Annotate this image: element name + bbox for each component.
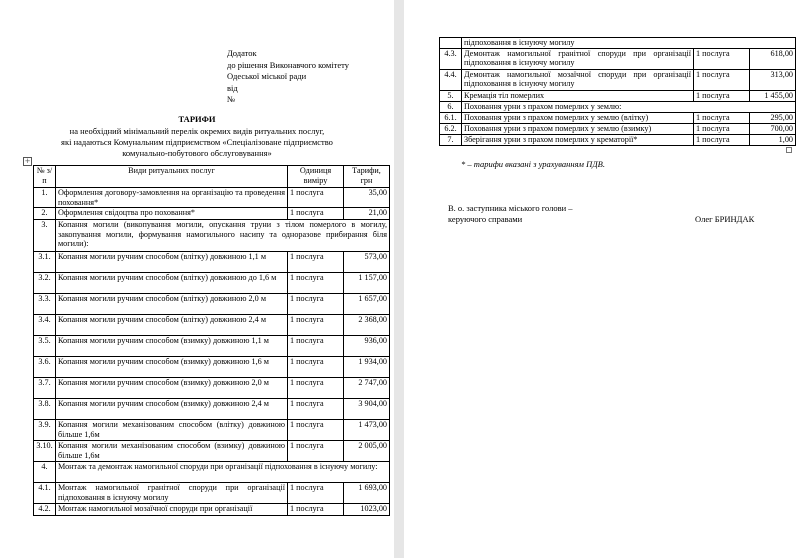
- cell-num: 3.1.: [34, 252, 56, 273]
- cell-unit: 1 послуга: [288, 441, 344, 462]
- table-row: [440, 69, 796, 90]
- title-subline-3: комунально-побутового обслуговування»: [122, 148, 272, 158]
- cell-num: 3.2.: [34, 273, 56, 294]
- cell-num: 6.: [440, 101, 462, 112]
- cell-tariff: 1 157,00: [344, 273, 390, 294]
- cell-service: Демонтаж намогильної мозаїчної споруди при організації підпоховання в існуючу могилу: [462, 69, 694, 90]
- cell-service: Копання могили ручним способом (влітку) довжиною 1,1 м: [56, 252, 288, 273]
- table-row: [34, 399, 390, 420]
- table-row: [34, 188, 390, 208]
- table-header-row: [34, 166, 390, 188]
- table-row: [34, 504, 390, 516]
- table-row: [34, 378, 390, 399]
- cell-tariff: 573,00: [344, 252, 390, 273]
- cell-num: 3.5.: [34, 336, 56, 357]
- cell-unit: 1 послуга: [694, 90, 750, 101]
- cell-num: 7.: [440, 134, 462, 145]
- header-line-1: Додаток: [227, 48, 257, 58]
- header-line-2: до рішення Виконавчого комітету: [227, 60, 349, 70]
- cell-unit: 1 послуга: [288, 483, 344, 504]
- cell-tariff: 618,00: [750, 48, 796, 69]
- title-subline-2: які надаються Комунальним підприємством «Спеціалізоване підприємство: [61, 137, 333, 147]
- cell-num: 3.10.: [34, 441, 56, 462]
- cell-tariff: 1 473,00: [344, 420, 390, 441]
- cell-unit: 1 послуга: [288, 188, 344, 208]
- cell-unit: 1 послуга: [694, 123, 750, 134]
- cell-unit: 1 послуга: [288, 273, 344, 294]
- cell-num: 6.2.: [440, 123, 462, 134]
- header-line-3: Одеської міської ради: [227, 71, 307, 81]
- cell-tariff: 2 368,00: [344, 315, 390, 336]
- cell-service: Монтаж та демонтаж намогильної споруди при організації підпоховання в існуючу могилу:: [56, 462, 390, 483]
- cell-num: 1.: [34, 188, 56, 208]
- table-row: [34, 357, 390, 378]
- document-title: ТАРИФИ: [178, 114, 216, 124]
- cell-unit: 1 послуга: [694, 48, 750, 69]
- cell-service: Копання могили механізованим способом (влітку) довжиною більше 1,6м: [56, 420, 288, 441]
- cell-num: 4.3.: [440, 48, 462, 69]
- cell-tariff: 313,00: [750, 69, 796, 90]
- table-row: [34, 208, 390, 220]
- cell-num: 3.9.: [34, 420, 56, 441]
- table-move-handle-icon[interactable]: +: [24, 157, 31, 165]
- table-row: [440, 134, 796, 145]
- document-page-1: [0, 0, 394, 558]
- title-subline-1: на необхідний мінімальний перелік окремих видів ритуальних послуг,: [69, 126, 325, 136]
- cell-num: 4.2.: [34, 504, 56, 516]
- signature-position-line-1: В. о. заступника міського голови –: [448, 203, 573, 213]
- table-row: [440, 101, 796, 112]
- cell-tariff: 1023,00: [344, 504, 390, 516]
- cell-service: Копання могили ручним способом (влітку) довжиною 2,4 м: [56, 315, 288, 336]
- table-row: [440, 123, 796, 134]
- signature-name: Олег БРИНДАК: [695, 214, 755, 224]
- cell-tariff: 2 747,00: [344, 378, 390, 399]
- cell-num: 4.1.: [34, 483, 56, 504]
- header-num: № з/п: [34, 166, 56, 188]
- header-unit: Одиниця виміру: [288, 166, 344, 188]
- table-row: [34, 273, 390, 294]
- cell-tariff: 1,00: [750, 134, 796, 145]
- cell-service: Кремація тіл померлих: [462, 90, 694, 101]
- cell-unit: 1 послуга: [288, 378, 344, 399]
- footnote: * – тарифи вказані з урахуванням ПДВ.: [461, 159, 605, 169]
- cell-service: Монтаж намогильної гранітної споруди при організації підпоховання в існуючу могилу: [56, 483, 288, 504]
- header-service: Види ритуальних послуг: [56, 166, 288, 188]
- table-row: [34, 462, 390, 483]
- table-row: [34, 220, 390, 252]
- cell-num: 4.4.: [440, 69, 462, 90]
- cell-num: 6.1.: [440, 112, 462, 123]
- cell-unit: 1 послуга: [288, 420, 344, 441]
- cell-service: Копання могили механізованим способом (взимку) довжиною більше 1,6м: [56, 441, 288, 462]
- table-row: [34, 420, 390, 441]
- cell-unit: 1 послуга: [288, 294, 344, 315]
- table-row: [440, 90, 796, 101]
- tariffs-table-continued: [439, 37, 796, 146]
- cell-service: Оформлення договору-замовлення на організацію та проведення поховання*: [56, 188, 288, 208]
- cell-tariff: 295,00: [750, 112, 796, 123]
- cell-service: Зберігання урни з прахом померлих у крематорії*: [462, 134, 694, 145]
- cell-num: 3.8.: [34, 399, 56, 420]
- cell-num: 3.4.: [34, 315, 56, 336]
- cell-service: Поховання урни з прахом померлих у землю (взимку): [462, 123, 694, 134]
- table-row: [440, 38, 796, 49]
- cell-num: 4.: [34, 462, 56, 483]
- cell-num: 3.7.: [34, 378, 56, 399]
- table-row: [440, 48, 796, 69]
- cell-num: 3.3.: [34, 294, 56, 315]
- cell-unit: 1 послуга: [694, 134, 750, 145]
- cell-service: Монтаж намогильної мозаїчної споруди при організації: [56, 504, 288, 516]
- signature-position-line-2: керуючого справами: [448, 214, 523, 224]
- cell-unit: 1 послуга: [694, 69, 750, 90]
- cell-service: Копання могили (викопування могили, опускання труни з тілом померлого в могилу, закопування могили, формування намогильного насипу та одноразове прибирання біля могили):: [56, 220, 390, 252]
- cell-tariff: 3 904,00: [344, 399, 390, 420]
- cell-tariff: 1 455,00: [750, 90, 796, 101]
- cell-service: Копання могили ручним способом (взимку) довжиною 1,1 м: [56, 336, 288, 357]
- cell-unit: 1 послуга: [288, 336, 344, 357]
- table-resize-handle-icon[interactable]: [786, 147, 792, 153]
- table-row: [34, 315, 390, 336]
- cell-num: 5.: [440, 90, 462, 101]
- cell-tariff: 1 934,00: [344, 357, 390, 378]
- cell-tariff: 700,00: [750, 123, 796, 134]
- cell-tariff: 1 693,00: [344, 483, 390, 504]
- cell-unit: 1 послуга: [288, 504, 344, 516]
- cell-num: 2.: [34, 208, 56, 220]
- table-row: [34, 294, 390, 315]
- cell-tariff: 936,00: [344, 336, 390, 357]
- cell-service: Демонтаж намогильної гранітної споруди при організації підпоховання в існуючу могилу: [462, 48, 694, 69]
- cell-service: підпоховання в існуючу могилу: [462, 38, 796, 49]
- cell-service: Копання могили ручним способом (влітку) довжиною до 1,6 м: [56, 273, 288, 294]
- header-line-5: №: [227, 94, 236, 104]
- cell-unit: 1 послуга: [288, 252, 344, 273]
- cell-tariff: 1 657,00: [344, 294, 390, 315]
- table-row: [34, 441, 390, 462]
- cell-unit: 1 послуга: [288, 208, 344, 220]
- cell-service: Поховання урни з прахом померлих у землю:: [462, 101, 796, 112]
- table-row: [34, 483, 390, 504]
- cell-service: Копання могили ручним способом (взимку) довжиною 2,4 м: [56, 399, 288, 420]
- header-tariff: Тарифи, грн: [344, 166, 390, 188]
- cell-service: Оформлення свідоцтва про поховання*: [56, 208, 288, 220]
- table-row: [34, 252, 390, 273]
- cell-service: Поховання урни з прахом померлих у землю (влітку): [462, 112, 694, 123]
- cell-unit: 1 послуга: [288, 399, 344, 420]
- cell-tariff: 2 005,00: [344, 441, 390, 462]
- cell-service: Копання могили ручним способом (взимку) довжиною 1,6 м: [56, 357, 288, 378]
- tariffs-table: [33, 165, 390, 516]
- cell-tariff: 35,00: [344, 188, 390, 208]
- document-page-2: [404, 0, 800, 558]
- cell-unit: 1 послуга: [288, 315, 344, 336]
- table-row: [34, 336, 390, 357]
- cell-service: Копання могили ручним способом (взимку) довжиною 2,0 м: [56, 378, 288, 399]
- table-row: [440, 112, 796, 123]
- cell-tariff: 21,00: [344, 208, 390, 220]
- cell-num: 3.6.: [34, 357, 56, 378]
- cell-unit: 1 послуга: [288, 357, 344, 378]
- cell-num: [440, 38, 462, 49]
- header-line-4: від: [227, 83, 238, 93]
- cell-unit: 1 послуга: [694, 112, 750, 123]
- cell-num: 3.: [34, 220, 56, 252]
- cell-service: Копання могили ручним способом (влітку) довжиною 2,0 м: [56, 294, 288, 315]
